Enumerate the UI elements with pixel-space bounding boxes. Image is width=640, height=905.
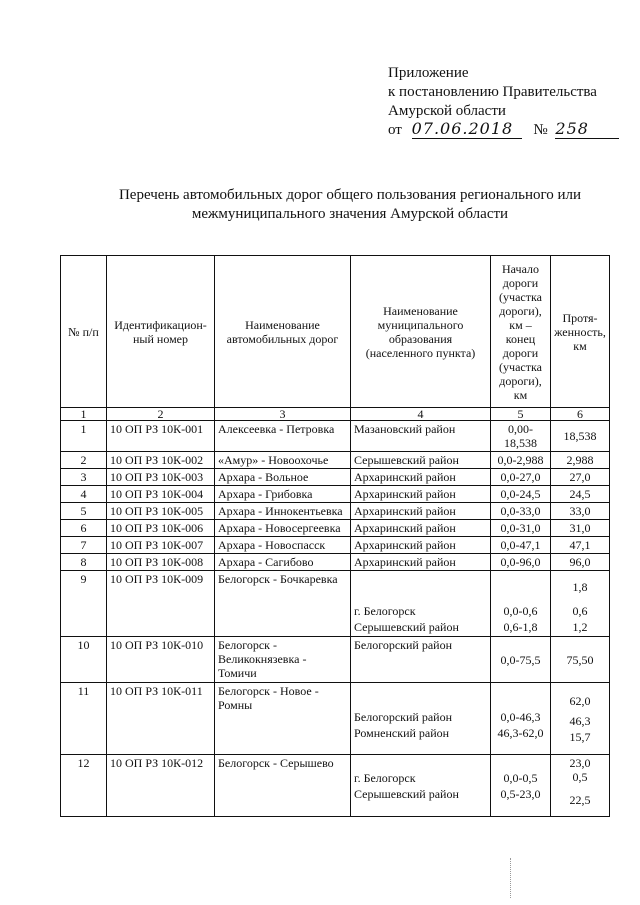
- road-name: Архара - Вольное: [215, 469, 351, 486]
- road-id: 10 ОП РЗ 10К-012: [107, 755, 215, 817]
- length: 2,988: [551, 452, 610, 469]
- table-row: [61, 421, 610, 452]
- sub-range: 46,3-62,0: [497, 726, 544, 740]
- table-row: [61, 537, 610, 554]
- header-length: Протя-женность, км: [551, 256, 610, 408]
- km-range: 0,0-33,0: [491, 503, 551, 520]
- road-id: 10 ОП РЗ 10К-002: [107, 452, 215, 469]
- km-range: 0,0-47,1: [491, 537, 551, 554]
- km-range: 0,0-27,0: [491, 469, 551, 486]
- sub-range: 0,0-46,3: [500, 710, 541, 724]
- road-id: 10 ОП РЗ 10К-006: [107, 520, 215, 537]
- roads-table: [60, 255, 610, 817]
- column-number-row: [61, 408, 610, 421]
- handwritten-number: 258: [555, 119, 589, 138]
- margin-mark: [510, 858, 512, 898]
- table-row: [61, 486, 610, 503]
- table-row: [61, 571, 610, 637]
- row-number: 1: [61, 421, 107, 452]
- table-row: [61, 554, 610, 571]
- table-row: [61, 503, 610, 520]
- road-id: 10 ОП РЗ 10К-005: [107, 503, 215, 520]
- table-row: [61, 637, 610, 683]
- document-title: [60, 186, 640, 224]
- sub-range: 0,0-0,5: [503, 770, 538, 785]
- road-name: Архара - Грибовка: [215, 486, 351, 503]
- road-id: 10 ОП РЗ 10К-003: [107, 469, 215, 486]
- sub-municipality: Ромненский район: [354, 726, 450, 740]
- length: 24,5: [551, 486, 610, 503]
- sub-length: 22,5: [569, 793, 591, 807]
- km-range: 0,00-18,538: [491, 421, 551, 452]
- km-range: [491, 755, 551, 817]
- sub-municipality: Белогорский район: [354, 710, 452, 724]
- road-id: 10 ОП РЗ 10К-007: [107, 537, 215, 554]
- municipality: Архаринский район: [351, 503, 491, 520]
- appendix-line1: Приложение: [388, 65, 469, 81]
- header-row: [61, 256, 610, 408]
- sub-length: 46,3: [569, 713, 591, 728]
- length: 75,50: [551, 637, 610, 683]
- road-id: 10 ОП РЗ 10К-008: [107, 554, 215, 571]
- length: 31,0: [551, 520, 610, 537]
- sub-length: 0,5: [572, 770, 588, 784]
- total-length: 23,0: [569, 756, 591, 770]
- appendix-line2: к постановлению Правительства: [388, 84, 597, 100]
- road-name: Белогорск - Новое - Ромны: [215, 683, 351, 755]
- title-line1: Перечень автомобильных дорог общего пользования регионального или: [118, 187, 582, 203]
- municipality: Архаринский район: [351, 520, 491, 537]
- road-id: 10 ОП РЗ 10К-004: [107, 486, 215, 503]
- road-name: Архара - Сагибово: [215, 554, 351, 571]
- municipality: [351, 755, 491, 817]
- header-id: Идентификацион-ный номер: [107, 256, 215, 408]
- municipality: [351, 683, 491, 755]
- length: [551, 755, 610, 817]
- sub-municipality: г. Белогорск: [354, 604, 416, 618]
- header-municipality: Наименование муниципального образования (населенного пункта): [351, 256, 491, 408]
- sub-range: 0,5-23,0: [500, 786, 541, 801]
- km-range: 0,0-75,5: [491, 637, 551, 683]
- col-number: 4: [351, 408, 491, 421]
- col-number: 3: [215, 408, 351, 421]
- length: 47,1: [551, 537, 610, 554]
- municipality: Архаринский район: [351, 537, 491, 554]
- length: 27,0: [551, 469, 610, 486]
- length: [551, 683, 610, 755]
- sub-length: 1,2: [572, 620, 588, 634]
- table-row: [61, 520, 610, 537]
- table-row: [61, 755, 610, 817]
- row-number: 9: [61, 571, 107, 637]
- row-number: 12: [61, 755, 107, 817]
- row-number: 8: [61, 554, 107, 571]
- road-id: 10 ОП РЗ 10К-010: [107, 637, 215, 683]
- row-number: 2: [61, 452, 107, 469]
- length: 96,0: [551, 554, 610, 571]
- row-number: 7: [61, 537, 107, 554]
- length: [551, 571, 610, 637]
- appendix-line3: Амурской области: [388, 103, 506, 119]
- road-name: Алексеевка - Петровка: [215, 421, 351, 452]
- km-range: 0,0-96,0: [491, 554, 551, 571]
- title-line2: межмуниципального значения Амурской области: [191, 206, 509, 222]
- header-name: Наименование автомобильных дорог: [215, 256, 351, 408]
- km-range: [491, 683, 551, 755]
- road-name: Белогорск - Великокнязевка - Томичи: [215, 637, 351, 683]
- road-name: Архара - Новосергеевка: [215, 520, 351, 537]
- sub-range: 0,6-1,8: [503, 620, 538, 634]
- municipality: Архаринский район: [351, 486, 491, 503]
- row-number: 3: [61, 469, 107, 486]
- municipality: [351, 571, 491, 637]
- row-number: 6: [61, 520, 107, 537]
- road-name: «Амур» - Новоохочье: [215, 452, 351, 469]
- km-range: 0,0-31,0: [491, 520, 551, 537]
- row-number: 5: [61, 503, 107, 520]
- road-id: 10 ОП РЗ 10К-011: [107, 683, 215, 755]
- length: 18,538: [551, 421, 610, 452]
- sub-range: 0,0-0,6: [503, 604, 538, 618]
- table-row: [61, 683, 610, 755]
- appendix-block: [388, 64, 628, 140]
- row-number: 11: [61, 683, 107, 755]
- road-id: 10 ОП РЗ 10К-001: [107, 421, 215, 452]
- total-length: 62,0: [569, 693, 591, 708]
- table-row: [61, 452, 610, 469]
- table-row: [61, 469, 610, 486]
- header-range: Начало дороги (участка дороги), км – конец дороги (участка дороги), км: [491, 256, 551, 408]
- km-range: 0,0-2,988: [491, 452, 551, 469]
- date-prefix: от: [388, 122, 402, 138]
- municipality: Белогорский район: [351, 637, 491, 683]
- municipality: Мазановский район: [351, 421, 491, 452]
- sub-municipality: Серышевский район: [354, 620, 459, 634]
- sub-length: 0,6: [572, 604, 588, 618]
- road-name: Белогорск - Серышево: [215, 755, 351, 817]
- number-prefix: №: [533, 122, 548, 138]
- handwritten-date: 07.06.2018: [411, 119, 514, 138]
- km-range: 0,0-24,5: [491, 486, 551, 503]
- road-name: Архара - Новоспасск: [215, 537, 351, 554]
- row-number: 10: [61, 637, 107, 683]
- col-number: 5: [491, 408, 551, 421]
- sub-municipality: Серышевский район: [354, 786, 459, 801]
- road-name: Архара - Иннокентьевка: [215, 503, 351, 520]
- length: 33,0: [551, 503, 610, 520]
- municipality: Архаринский район: [351, 469, 491, 486]
- km-range: [491, 571, 551, 637]
- col-number: 1: [61, 408, 107, 421]
- col-number: 6: [551, 408, 610, 421]
- row-number: 4: [61, 486, 107, 503]
- sub-municipality: г. Белогорск: [354, 770, 416, 785]
- road-id: 10 ОП РЗ 10К-009: [107, 571, 215, 637]
- total-length: 1,8: [572, 580, 588, 594]
- col-number: 2: [107, 408, 215, 421]
- road-name: Белогорск - Бочкаревка: [215, 571, 351, 637]
- municipality: Архаринский район: [351, 554, 491, 571]
- municipality: Серышевский район: [351, 452, 491, 469]
- appendix-date-line: [388, 121, 628, 140]
- header-num: № п/п: [61, 256, 107, 408]
- sub-length: 15,7: [569, 729, 591, 744]
